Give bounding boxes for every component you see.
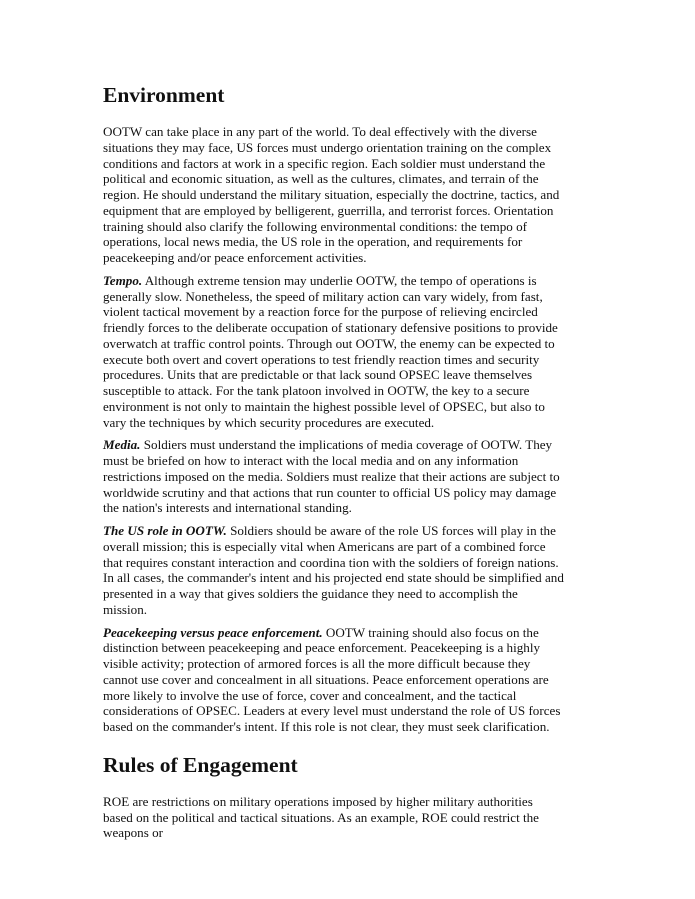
paragraph-environment-intro [103, 124, 565, 266]
paragraph-media [103, 437, 565, 516]
paragraph-tempo [103, 273, 565, 431]
paragraph-text: ROE are restrictions on military operations imposed by higher military authorities based on the political and tactical situations. As an example, ROE could restrict the weapons or [103, 793, 539, 841]
document-page [103, 82, 565, 848]
paragraph-peacekeeping [103, 625, 565, 735]
paragraph-text: Although extreme tension may underlie OOTW, the tempo of operations is generally slow. Nonetheless, the speed of military action can vary widely, from fast, violent tactical movement by a reaction force for the purpose of relieving encircled friendly forces to the deliberate occupation of stationary defensive positions to provide overwatch at traffic control points. Through out OOTW, the enemy can be expected to execute both overt and covert operations to test friendly reaction times and security procedures. Units that are predictable or that lack sound OPSEC leave themselves susceptible to attack. For the tank platoon involved in OOTW, the key to a secure environment is not only to maintain the highest possible level of OPSEC, but also to vary the techniques by which security procedures are executed. [103, 272, 558, 430]
paragraph-text: Soldiers must understand the implications of media coverage of OOTW. They must be briefed on how to interact with the local media and on any information restrictions imposed on the media. Soldiers must realize that their actions are subject to worldwide scrutiny and that actions that run counter to official US policy may damage the nation's interests and international standing. [103, 437, 560, 516]
section-heading-rules-of-engagement: Rules of Engagement [103, 752, 298, 777]
paragraph-lead-media: Media. [103, 437, 141, 453]
paragraph-text: Soldiers should be aware of the role US forces will play in the overall mission; this is especially vital when Americans are part of a combined force that requires constant interaction and coordina tion with the soldiers of foreign nations. In all cases, the commander's intent and his projected end state should be simplified and presented in a way that gives soldiers the guidance they need to accomplish the mission. [103, 523, 564, 617]
paragraph-lead-us-role: The US role in OOTW. [103, 523, 227, 538]
paragraph-text: OOTW training should also focus on the distinction between peacekeeping and peace enforcement. Peacekeeping is a highly visible activity; protection of armored forces is all the more difficult because they cannot use cover and concealment in all situations. Peace enforcement operations are more likely to involve the use of force, cover and concealment, and the tactical considerations of OPSEC. Leaders at every level must understand the role of US forces based on the commander's intent. If this role is not clear, they must seek clarification. [103, 624, 561, 734]
paragraph-us-role [103, 523, 565, 618]
paragraph-text: OOTW can take place in any part of the world. To deal effectively with the diverse situations they may face, US forces must undergo orientation training on the complex conditions and factors at work in a specific region. Each soldier must understand the political and economic situation, as well as the cultures, climates, and terrain of the region. He should understand the military situation, especially the doctrine, tactics, and equipment that are employed by belligerent, guerrilla, and terrorist forces. Orientation training should also clarify the following environmental conditions: the tempo of operations, local news media, the US role in the operation, and requirements for peacekeeping and/or peace enforcement activities. [103, 124, 560, 265]
paragraph-lead-tempo: Tempo. [103, 272, 143, 288]
paragraph-roe-intro [103, 794, 565, 841]
section-heading-environment: Environment [103, 83, 225, 107]
paragraph-lead-peacekeeping: Peacekeeping versus peace enforcement. [103, 624, 323, 640]
